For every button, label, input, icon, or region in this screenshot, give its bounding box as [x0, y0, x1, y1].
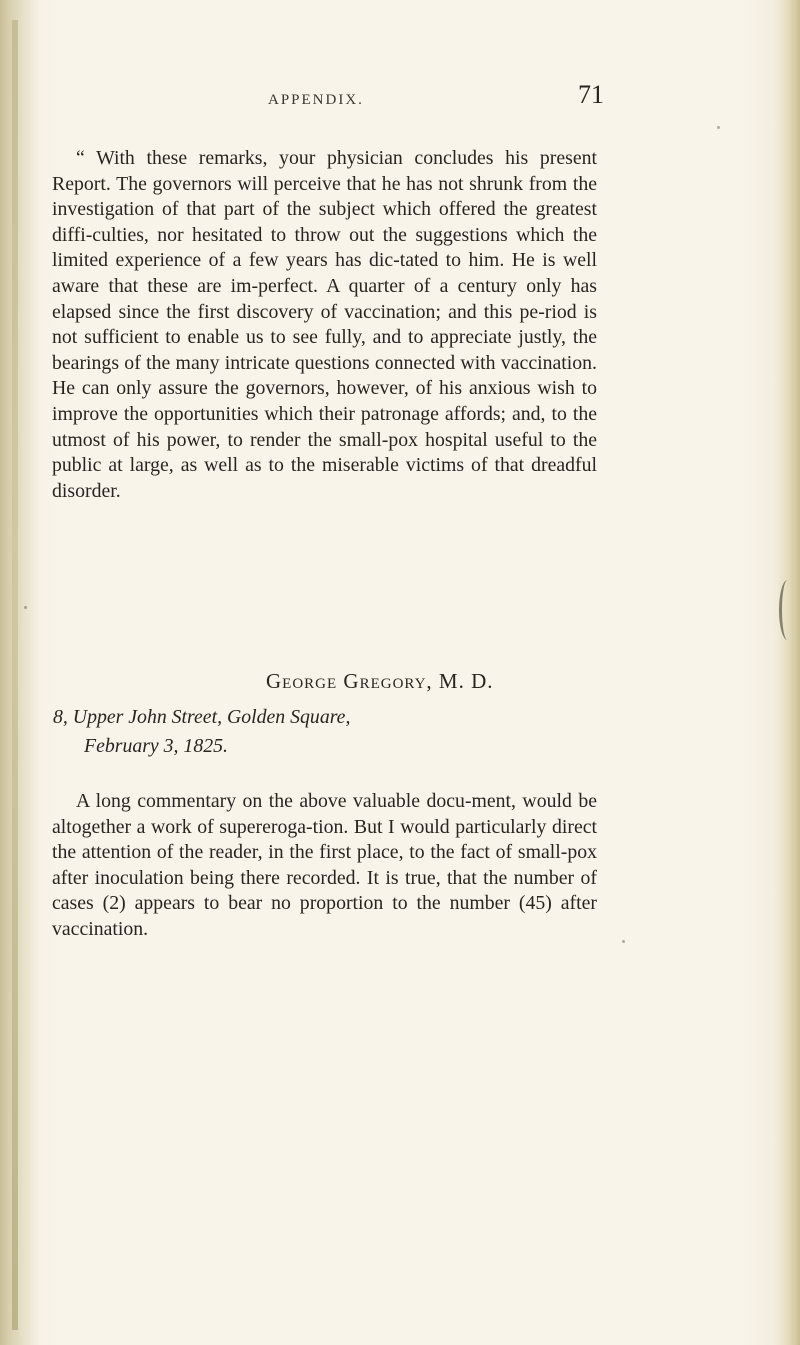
paragraph-text: A long commentary on the above valuable docu-ment, would be altogether a work of supereroga-tion. But I would particularly direct the attention of the reader, in the first place, to the fact of small-pox after inoculation being there recorded. It is true, that the number of cases (2) appears to bear no proportion to the number (45) after vaccination.	[52, 790, 597, 940]
paper-fleck	[717, 126, 720, 129]
page-edge	[776, 0, 800, 1345]
commentary-paragraph	[52, 789, 597, 943]
paper-fleck	[622, 940, 625, 943]
binding-shadow	[12, 20, 18, 1330]
page-gutter	[0, 0, 40, 1345]
date-line: February 3, 1825.	[84, 735, 228, 757]
paragraph-text: “ With these remarks, your physician concludes his present Report. The governors will perceive that he has not shrunk from the investigation of that part of the subject which offered the greatest diffi-culties, nor hesitated to throw out the suggestions which the limited experience of a few years has dic-tated to him. He is well aware that these are im-perfect. A quarter of a century only has elapsed since the first discovery of vaccination; and this pe-riod is not sufficient to enable us to see fully, and to appreciate justly, the bearings of the many intricate questions connected with vaccination. He can only assure the governors, however, of his anxious wish to improve the opportunities which their patronage affords; and, to the utmost of his power, to render the small-pox hospital useful to the public at large, as well as to the miserable victims of that dreadful disorder.	[52, 147, 597, 502]
running-head: APPENDIX.	[268, 92, 364, 108]
address-block	[53, 703, 350, 761]
edge-mark	[779, 580, 796, 640]
page-number: 71	[578, 80, 604, 109]
signature: George Gregory, M. D.	[266, 669, 494, 693]
paper-fleck	[24, 606, 27, 609]
address-line: 8, Upper John Street, Golden Square,	[53, 706, 351, 728]
page-header	[268, 80, 604, 116]
report-conclusion-paragraph	[52, 146, 597, 504]
